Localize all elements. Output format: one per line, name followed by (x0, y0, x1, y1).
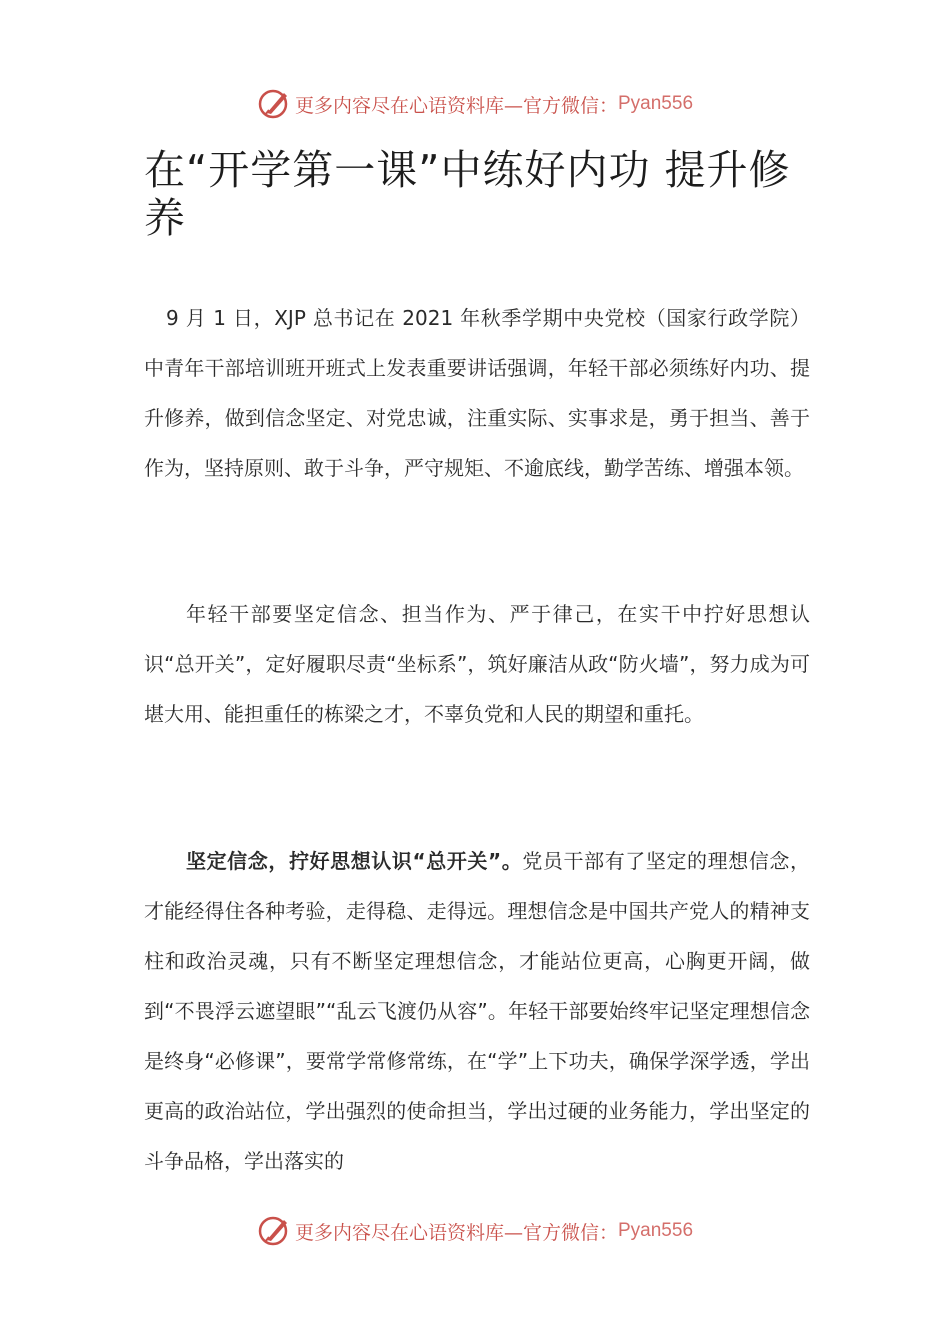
header-watermark-banner (0, 84, 950, 124)
footer-watermark-banner (0, 1211, 950, 1251)
article-title: 在“开学第一课”中练好内功 提升修养 (144, 146, 791, 242)
paragraph-3-body: 党员干部有了坚定的理想信念，才能经得住各种考验，走得稳、走得远。理想信念是中国共产党人的精神支柱和政治灵魂，只有不断坚定理想信念，才能站位更高，心胸更开阔，做到“不畏浮云遮望眼”“乱云飞渡仍从容”。年轻干部要始终牢记坚定理想信念是终身“必修课”，要常学常修常练，在“学”上下功夫，确保学深学透，学出更高的政治站位，学出强烈的使命担当，学出过硬的业务能力，学出坚定的斗争品格，学出落实的 (144, 849, 810, 1173)
quill-logo-icon (257, 1214, 291, 1248)
quill-logo-icon (257, 87, 291, 121)
article-paragraph-2: 年轻干部要坚定信念、担当作为、严于律己，在实干中拧好思想认识“总开关”，定好履职尽责“坐标系”，筑好廉洁从政“防火墙”，努力成为可堪大用、能担重任的栋梁之才，不辜负党和人民的期望和重托。 (144, 602, 810, 726)
header-banner-text: 更多内容尽在心语资料库—官方微信： (294, 94, 618, 117)
footer-banner-text: 更多内容尽在心语资料库—官方微信： (294, 1221, 618, 1244)
article-paragraph-1: 9 月 1 日，XJP 总书记在 2021 年秋季学期中央党校（国家行政学院）中青年干部培训班开班式上发表重要讲话强调，年轻干部必须练好内功、提升修养，做到信念坚定、对党忠诚，注重实际、实事求是，勇于担当、善于作为，坚持原则、敢于斗争，严守规矩、不逾底线，勤学苦练、增强本领。 (144, 306, 810, 480)
paragraph-3-lead: 坚定信念，拧好思想认识“总开关”。 (186, 849, 523, 873)
header-wechat-id: Pyan556 (618, 93, 694, 114)
article-paragraph-3 (144, 836, 810, 1186)
footer-wechat-id: Pyan556 (618, 1220, 694, 1241)
